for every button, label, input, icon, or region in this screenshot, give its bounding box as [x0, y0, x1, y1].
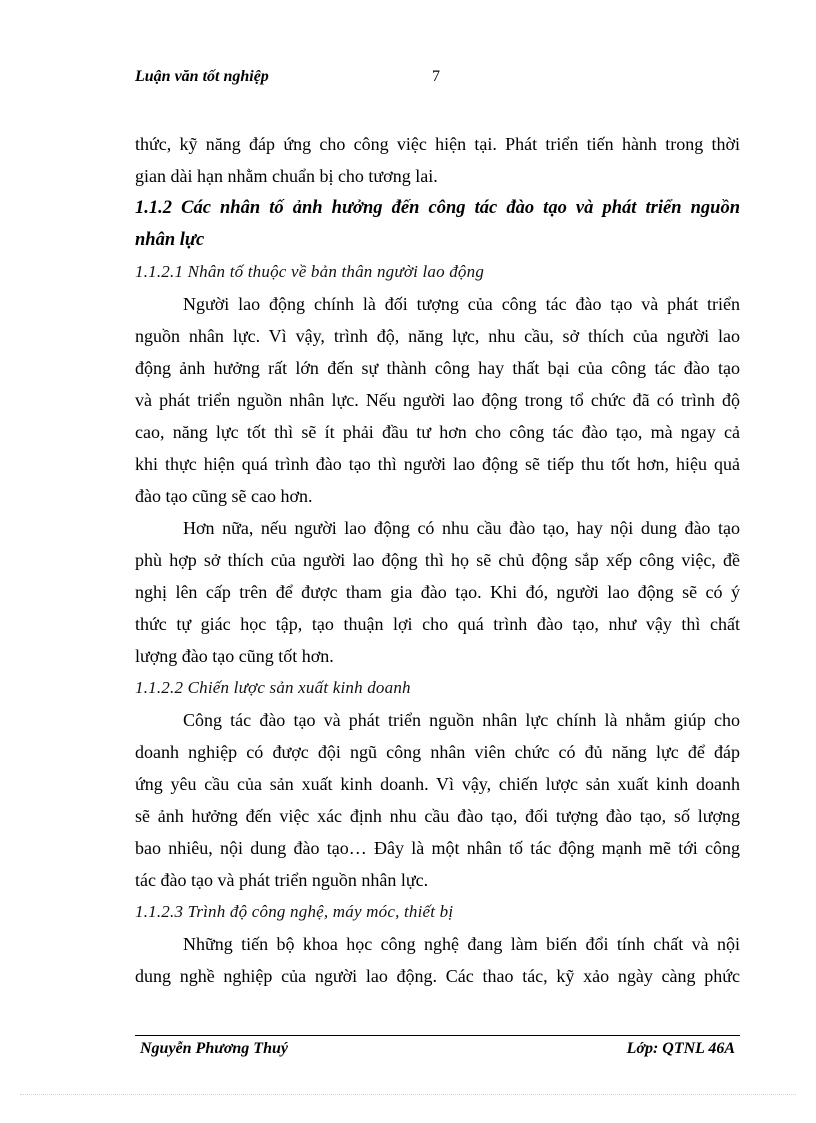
subsection-heading: 1.1.2.3 Trình độ công nghệ, máy móc, thiết bị [135, 902, 454, 921]
text-line: Hơn nữa, nếu người lao động có nhu cầu đào tạo, hay nội dung đào tạo [183, 518, 740, 538]
text-line: doanh nghiệp có được đội ngũ công nhân viên chức có đủ năng lực để đáp [135, 742, 740, 762]
page-boundary-divider [20, 1094, 796, 1095]
section-heading: nhân lực [135, 230, 205, 250]
page-footer [140, 1040, 740, 1064]
text-line: gian dài hạn nhằm chuẩn bị cho tương lai. [135, 166, 438, 186]
text-line: cao, năng lực tốt thì sẽ ít phải đầu tư hơn cho công tác đào tạo, mà ngay cả [135, 422, 740, 442]
text-line: đào tạo cũng sẽ cao hơn. [135, 486, 313, 506]
text-line: dung nghề nghiệp của người lao động. Các thao tác, kỹ xảo ngày càng phức [135, 966, 740, 986]
text-line: sẽ ảnh hưởng đến việc xác định nhu cầu đào tạo, đối tượng đào tạo, số lượng [135, 806, 740, 826]
text-line: nguồn nhân lực. Vì vậy, trình độ, năng lực, nhu cầu, sở thích của người lao [135, 326, 740, 346]
text-line: động ảnh hưởng rất lớn đến sự thành công hay thất bại của công tác đào tạo [135, 358, 740, 378]
text-line: phù hợp sở thích của người lao động thì họ sẽ chủ động sắp xếp công việc, đề [135, 550, 740, 570]
text-line: thức tự giác học tập, tạo thuận lợi cho quá trình đào tạo, như vậy thì chất [135, 614, 740, 634]
text-line: tác đào tạo và phát triển nguồn nhân lực. [135, 870, 429, 890]
document-body [135, 128, 740, 992]
text-line: Người lao động chính là đối tượng của công tác đào tạo và phát triển [183, 294, 740, 314]
footer-author: Nguyễn Phương Thuý [140, 1040, 288, 1057]
subsection-heading: 1.1.2.1 Nhân tố thuộc về bản thân người lao động [135, 262, 485, 281]
header-title: Luận văn tốt nghiệp [135, 68, 269, 85]
text-line: Những tiến bộ khoa học công nghệ đang làm biến đổi tính chất và nội [183, 934, 740, 954]
text-line: ứng yêu cầu của sản xuất kinh doanh. Vì vậy, chiến lược sản xuất kinh doanh [135, 774, 740, 794]
subsection-heading: 1.1.2.2 Chiến lược sản xuất kinh doanh [135, 678, 411, 697]
text-line: thức, kỹ năng đáp ứng cho công việc hiện tại. Phát triển tiến hành trong thời [135, 134, 740, 154]
text-line: nghị lên cấp trên để được tham gia đào tạo. Khi đó, người lao động sẽ có ý [135, 582, 740, 602]
text-line: Công tác đào tạo và phát triển nguồn nhân lực chính là nhằm giúp cho [183, 710, 740, 730]
text-line: và phát triển nguồn nhân lực. Nếu người lao động trong tổ chức đã có trình độ [135, 390, 740, 410]
text-line: khi thực hiện quá trình đào tạo thì người lao động sẽ tiếp thu tốt hơn, hiệu quả [135, 454, 740, 474]
footer-divider [135, 1035, 740, 1036]
section-heading: 1.1.2 Các nhân tố ảnh hưởng đến công tác đào tạo và phát triển nguồn [135, 198, 740, 218]
text-line: lượng đào tạo cũng tốt hơn. [135, 646, 334, 666]
page-number: 7 [432, 68, 440, 85]
page-header [135, 68, 740, 92]
footer-class: Lớp: QTNL 46A [626, 1040, 735, 1057]
text-line: bao nhiêu, nội dung đào tạo… Đây là một nhân tố tác động mạnh mẽ tới công [135, 838, 740, 858]
